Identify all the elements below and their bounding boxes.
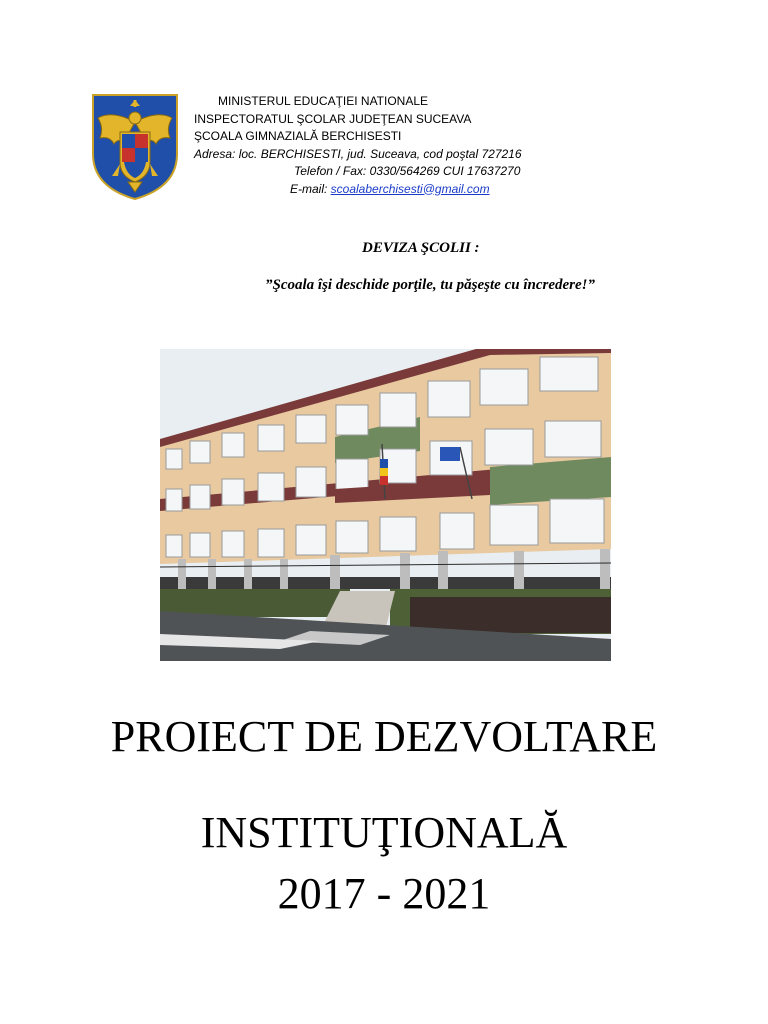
school-phone: Telefon / Fax: 0330/564269 CUI 17637270 [294, 164, 521, 178]
motto-title: DEVIZA ŞCOLII : [362, 240, 480, 256]
document-title-line-1: PROIECT DE DEZVOLTARE [110, 712, 658, 761]
school-email-line [194, 181, 614, 199]
email-label: E-mail: [290, 181, 331, 196]
school-name: ŞCOALA GIMNAZIALĂ BERCHISESTI [194, 129, 402, 143]
document-title-years: 2017 - 2021 [277, 869, 491, 918]
school-header [194, 93, 614, 198]
coat-of-arms-icon [90, 92, 180, 202]
email-link[interactable]: scoalaberchisesti@gmail.com [330, 181, 490, 196]
document-title-line-2: INSTITUŢIONALĂ [200, 808, 568, 857]
school-building-photo [160, 349, 611, 661]
school-address: Adresa: loc. BERCHISESTI, jud. Suceava, cod poştal 727216 [194, 146, 522, 161]
motto-text: ”Şcoala îşi deschide porţile, tu păşeşte cu încredere!” [265, 277, 595, 293]
inspectorate-name: INSPECTORATUL ŞCOLAR JUDEŢEAN SUCEAVA [194, 111, 472, 126]
ministry-name: MINISTERUL EDUCAŢIEI NATIONALE [218, 94, 429, 108]
